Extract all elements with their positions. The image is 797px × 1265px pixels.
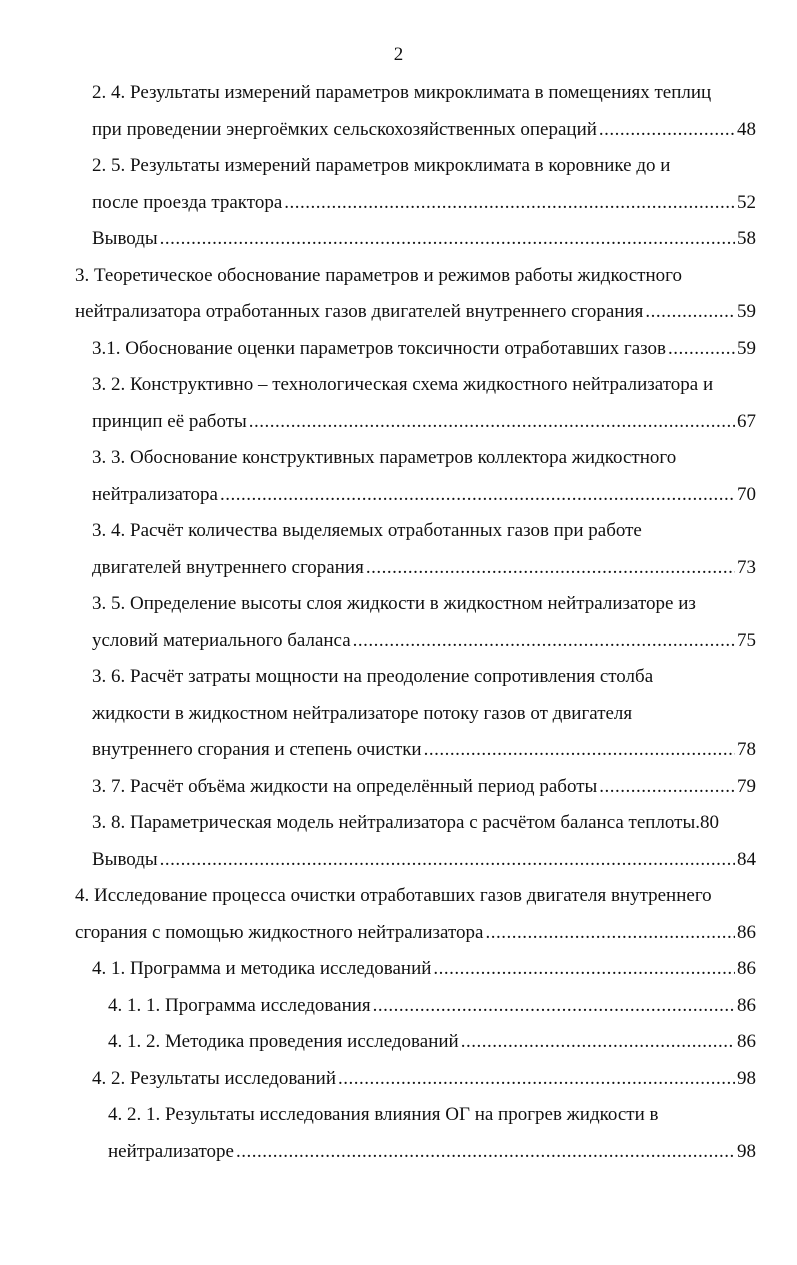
toc-entry-4-title-line1	[75, 877, 756, 914]
toc-entry-3-title-line1	[75, 257, 755, 294]
toc-entry-text: условий материального баланса	[92, 630, 351, 651]
toc-entry-3-1	[92, 330, 756, 367]
toc-entry-4-1-2	[108, 1023, 756, 1060]
dot-leader	[485, 914, 735, 951]
dot-leader	[645, 293, 735, 330]
toc-entry-text: 4. 1. 2. Методика проведения исследований	[108, 1031, 459, 1052]
toc-entry-text: 3. 7. Расчёт объёма жидкости на определённый период работы	[92, 776, 598, 797]
toc-page-number: 59	[737, 338, 756, 359]
toc-page-number: 73	[737, 557, 756, 578]
toc-entry-text: 4. Исследование процесса очистки отработавших газов двигателя внутреннего	[75, 885, 712, 906]
toc-entry-text: 2. 4. Результаты измерений параметров микроклимата в помещениях теплиц	[92, 82, 712, 103]
toc-page-number: 78	[737, 739, 756, 760]
toc-entry-text: при проведении энергоёмких сельскохозяйственных операций	[92, 119, 597, 140]
dot-leader	[353, 622, 735, 659]
toc-entry-text: 4. 2. Результаты исследований	[92, 1068, 336, 1089]
toc-entry-text: внутреннего сгорания и степень очистки	[92, 739, 422, 760]
toc-entry-3-4-title-line2	[92, 549, 756, 586]
page-number: 2	[393, 44, 404, 65]
toc-entry-text: жидкости в жидкостном нейтрализаторе потоку газов от двигателя	[92, 703, 633, 724]
dot-leader	[236, 1133, 735, 1170]
dot-leader	[424, 731, 735, 768]
toc-page-number: 70	[737, 484, 756, 505]
toc-page-number: 84	[737, 849, 756, 870]
toc-entry-text: 3. 5. Определение высоты слоя жидкости в жидкостном нейтрализаторе из	[92, 593, 696, 614]
dot-leader	[366, 549, 735, 586]
toc-page-number: 86	[737, 958, 756, 979]
toc-entry-text: 4. 1. 1. Программа исследования	[108, 995, 371, 1016]
toc-entry-text: 3. 3. Обоснование конструктивных параметров коллектора жидкостного	[92, 447, 677, 468]
toc-page-number: 86	[737, 995, 756, 1016]
toc-page-number: 86	[737, 922, 756, 943]
dot-leader	[433, 950, 735, 987]
toc-entry-4-title-line2	[75, 914, 756, 951]
dot-leader	[461, 1023, 735, 1060]
toc-entry-text: нейтрализатора	[92, 484, 218, 505]
toc-page-number: 59	[737, 301, 756, 322]
toc-page-number: 79	[737, 776, 756, 797]
toc-entry-3-5-title-line2	[92, 622, 756, 659]
toc-entry-3-conclusions	[92, 841, 756, 878]
toc-entry-text: принцип её работы	[92, 411, 247, 432]
toc-entry-3-2-title-line1	[92, 366, 756, 403]
dot-leader	[373, 987, 735, 1024]
toc-entry-text: нейтрализаторе	[108, 1141, 234, 1162]
toc-entry-text: Выводы	[92, 228, 158, 249]
toc-entry-3-6-title-line2	[92, 695, 756, 732]
toc-page-number: 67	[737, 411, 756, 432]
toc-page-number: 98	[737, 1141, 756, 1162]
toc-entry-text: 2. 5. Результаты измерений параметров микроклимата в коровнике до и	[92, 155, 671, 176]
toc-entry-text: 3. 2. Конструктивно – технологическая схема жидкостного нейтрализатора и	[92, 374, 714, 395]
toc-entry-2-conclusions	[92, 220, 756, 257]
toc-entry-3-5-title-line1	[92, 585, 756, 622]
toc-entry-3-7	[92, 768, 756, 805]
toc-entry-4-2-1-title-line2	[108, 1133, 756, 1170]
toc-entry-2-4-title-line1	[92, 74, 752, 111]
dot-leader	[668, 330, 735, 367]
toc-entry-text: 4. 1. Программа и методика исследований	[92, 958, 432, 979]
toc-entry-3-4-title-line1	[92, 512, 756, 549]
toc-entry-text: 4. 2. 1. Результаты исследования влияния ОГ на прогрев жидкости в	[108, 1104, 659, 1125]
toc-entry-text: 3. 8. Параметрическая модель нейтрализатора с расчётом баланса теплоты.	[92, 812, 700, 833]
dot-leader	[338, 1060, 735, 1097]
toc-entry-text: после проезда трактора	[92, 192, 283, 213]
toc-entry-text: сгорания с помощью жидкостного нейтрализатора	[75, 922, 484, 943]
toc-entry-4-1-1	[108, 987, 756, 1024]
toc-entry-3-6-title-line1	[92, 658, 756, 695]
toc-entry-text: 3. Теоретическое обоснование параметров и режимов работы жидкостного	[75, 265, 682, 286]
toc-entry-4-1	[92, 950, 756, 987]
toc-entry-3-3-title-line1	[92, 439, 756, 476]
toc-entry-4-2-1-title-line1	[108, 1096, 756, 1133]
dot-leader	[599, 111, 735, 148]
toc-entry-4-2	[92, 1060, 756, 1097]
dot-leader	[599, 768, 735, 805]
toc-page-number: 75	[737, 630, 756, 651]
toc-page-number: 58	[737, 228, 756, 249]
dot-leader	[160, 841, 735, 878]
toc-entry-3-3-title-line2	[92, 476, 756, 513]
toc-entry-3-title-line2	[75, 293, 756, 330]
toc-entry-text: 3. 6. Расчёт затраты мощности на преодоление сопротивления столба	[92, 666, 654, 687]
toc-entry-2-4-title-line2	[92, 111, 756, 148]
toc-page-number: 86	[737, 1031, 756, 1052]
toc-entry-3-6-title-line3	[92, 731, 756, 768]
toc-entry-text: двигателей внутреннего сгорания	[92, 557, 364, 578]
toc-entry-text: нейтрализатора отработанных газов двигателей внутреннего сгорания	[75, 301, 644, 322]
toc-page-number: 98	[737, 1068, 756, 1089]
toc-entry-text: 3. 4. Расчёт количества выделяемых отработанных газов при работе	[92, 520, 642, 541]
toc-page-number: 80	[700, 812, 719, 833]
toc-entry-text: Выводы	[92, 849, 158, 870]
toc-entry-2-5-title-line1	[92, 147, 752, 184]
toc-entry-3-2-title-line2	[92, 403, 756, 440]
toc-page-number: 52	[737, 192, 756, 213]
toc-entry-text: 3.1. Обоснование оценки параметров токсичности отработавших газов	[92, 338, 667, 359]
dot-leader	[284, 184, 735, 221]
toc-page-number: 48	[737, 119, 756, 140]
toc-entry-3-8	[92, 804, 756, 841]
dot-leader	[220, 476, 735, 513]
toc-entry-2-5-title-line2	[92, 184, 756, 221]
dot-leader	[249, 403, 735, 440]
dot-leader	[160, 220, 735, 257]
